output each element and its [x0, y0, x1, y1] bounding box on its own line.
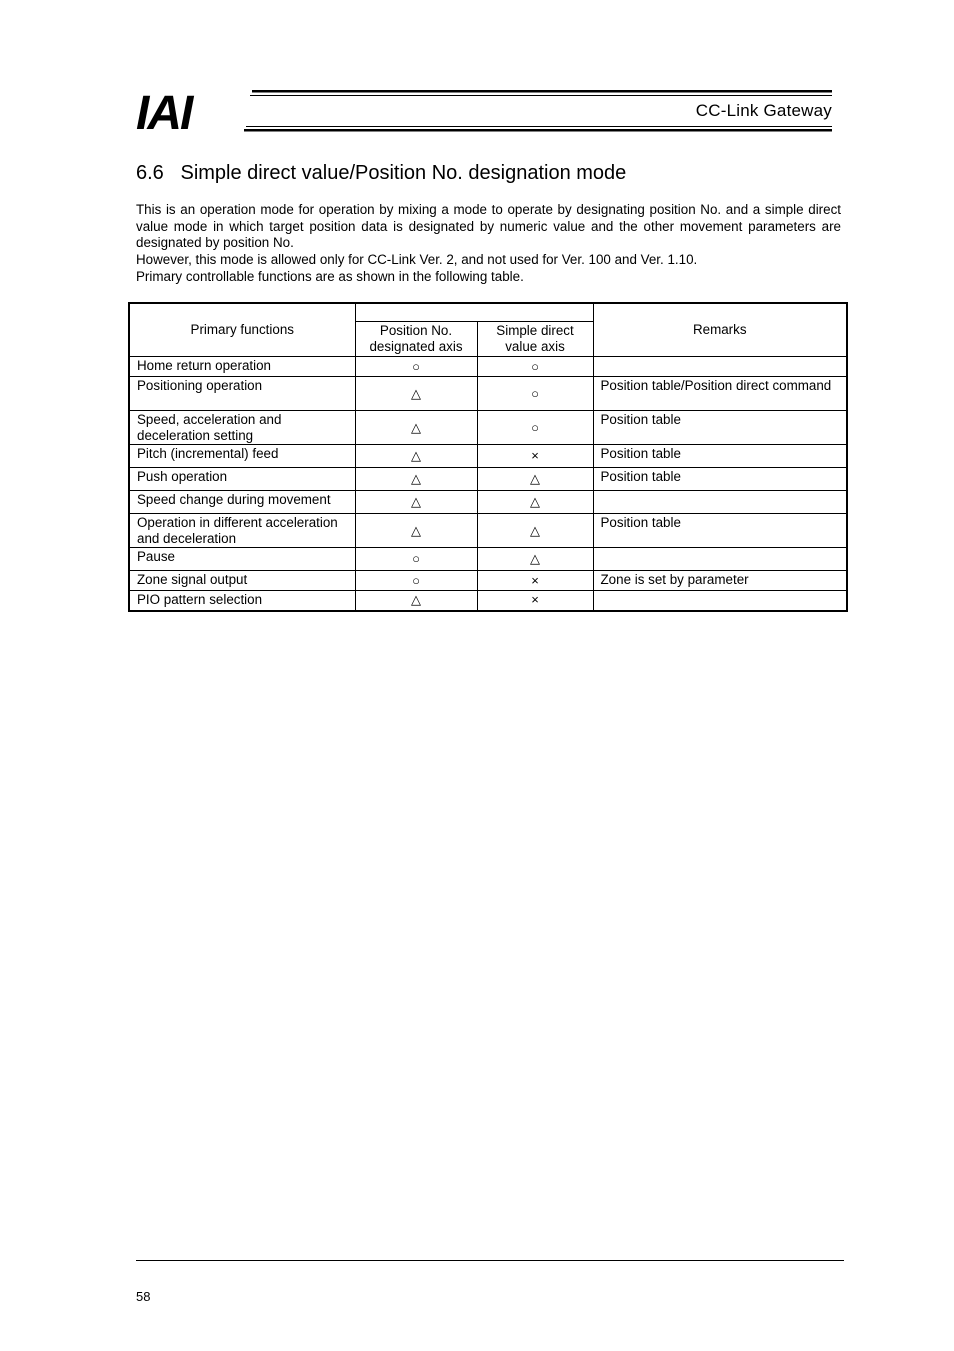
position-no-symbol: △ — [355, 591, 477, 611]
version-note: However, this mode is allowed only for CC-Link Ver. 2, and not used for Ver. 100 and Ver. 1.10. — [136, 252, 698, 267]
position-no-symbol: △ — [355, 468, 477, 491]
function-cell: Home return operation — [129, 357, 355, 377]
remarks-cell — [593, 491, 847, 514]
position-no-symbol: ○ — [355, 571, 477, 591]
functions-table — [128, 302, 848, 612]
table-intro: Primary controllable functions are as shown in the following table. — [136, 269, 524, 284]
remarks-cell — [593, 357, 847, 377]
remarks-cell: Position table/Position direct command — [593, 377, 847, 411]
simple-direct-symbol: ○ — [477, 411, 593, 445]
table-row — [129, 548, 847, 571]
header-remarks: Remarks — [593, 303, 847, 357]
table-row — [129, 571, 847, 591]
function-cell: Pitch (incremental) feed — [129, 445, 355, 468]
remarks-cell: Zone is set by parameter — [593, 571, 847, 591]
remarks-cell: Position table — [593, 411, 847, 445]
function-cell: PIO pattern selection — [129, 591, 355, 611]
header-simple-direct-axis: Simple direct value axis — [477, 322, 593, 357]
header-axis-group — [355, 303, 593, 322]
position-no-symbol: △ — [355, 411, 477, 445]
remarks-cell — [593, 591, 847, 611]
remarks-cell — [593, 548, 847, 571]
function-cell: Speed, acceleration and deceleration setting — [129, 411, 355, 445]
iai-logo — [136, 88, 246, 132]
table-row — [129, 357, 847, 377]
position-no-symbol: △ — [355, 445, 477, 468]
position-no-symbol: △ — [355, 377, 477, 411]
simple-direct-symbol: × — [477, 571, 593, 591]
position-no-symbol: ○ — [355, 548, 477, 571]
function-cell: Operation in different acceleration and deceleration — [129, 514, 355, 548]
header-position-no-axis: Position No. designated axis — [355, 322, 477, 357]
simple-direct-symbol: △ — [477, 491, 593, 514]
section-heading: 6.6 Simple direct value/Position No. designation mode — [136, 162, 627, 184]
simple-direct-symbol: △ — [477, 514, 593, 548]
function-cell: Pause — [129, 548, 355, 571]
header-primary-functions: Primary functions — [129, 303, 355, 357]
function-cell: Speed change during movement — [129, 491, 355, 514]
table-row — [129, 468, 847, 491]
svg-text:IAI: IAI — [136, 88, 192, 132]
table-row — [129, 411, 847, 445]
remarks-cell: Position table — [593, 468, 847, 491]
function-cell: Push operation — [129, 468, 355, 491]
document-title: CC-Link Gateway — [695, 101, 832, 120]
function-cell: Zone signal output — [129, 571, 355, 591]
simple-direct-symbol: △ — [477, 468, 593, 491]
position-no-symbol: △ — [355, 514, 477, 548]
position-no-symbol: ○ — [355, 357, 477, 377]
simple-direct-symbol: × — [477, 591, 593, 611]
remarks-cell: Position table — [593, 514, 847, 548]
position-no-symbol: △ — [355, 491, 477, 514]
page-number: 58 — [136, 1289, 151, 1304]
intro-paragraph: This is an operation mode for operation by mixing a mode to operate by designating position No. and a simple direct value mode in which target position data is designated by numeric value and the other movement parameters are designated by position No. — [136, 202, 841, 251]
function-cell: Positioning operation — [129, 377, 355, 411]
simple-direct-symbol: × — [477, 445, 593, 468]
simple-direct-symbol: ○ — [477, 357, 593, 377]
simple-direct-symbol: ○ — [477, 377, 593, 411]
table-row — [129, 514, 847, 548]
table-row — [129, 445, 847, 468]
table-row — [129, 491, 847, 514]
simple-direct-symbol: △ — [477, 548, 593, 571]
table-row — [129, 377, 847, 411]
remarks-cell: Position table — [593, 445, 847, 468]
footer-rule — [136, 1260, 844, 1261]
table-row — [129, 591, 847, 611]
